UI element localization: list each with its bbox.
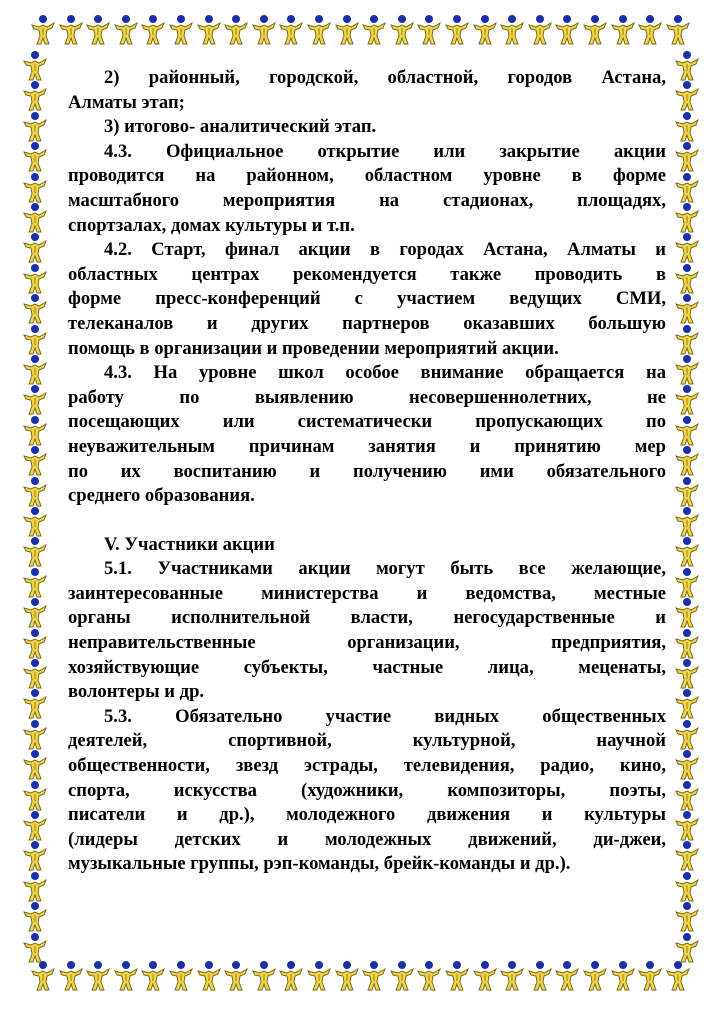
yellow-person-figure-icon — [22, 688, 48, 720]
yellow-person-figure-icon — [334, 960, 360, 992]
yellow-person-figure-icon — [22, 719, 48, 751]
yellow-person-figure-icon — [22, 445, 48, 477]
yellow-person-figure-icon — [674, 324, 700, 356]
yellow-person-figure-icon — [22, 50, 48, 82]
yellow-person-figure-icon — [278, 14, 304, 46]
yellow-person-figure-icon — [416, 14, 442, 46]
yellow-person-figure-icon — [582, 14, 608, 46]
text-line: 4.3. Официальное открытие или закрытие акции — [104, 140, 666, 162]
yellow-person-figure-icon — [472, 14, 498, 46]
yellow-person-figure-icon — [499, 960, 525, 992]
text-line: по их воспитанию и получению ими обязательного — [68, 460, 666, 482]
yellow-person-figure-icon — [22, 749, 48, 781]
yellow-person-figure-icon — [361, 960, 387, 992]
text-line: писатели и др.), молодежного движения и культуры — [68, 804, 666, 826]
text-line: форме пресс-конференций с участием ведущих СМИ, — [68, 288, 666, 310]
text-line: заинтересованные министерства и ведомства, местные — [68, 582, 666, 604]
text-line: 3) итогово- аналитический этап. — [104, 116, 377, 138]
yellow-person-figure-icon — [85, 14, 111, 46]
yellow-person-figure-icon — [278, 960, 304, 992]
yellow-person-figure-icon — [334, 14, 360, 46]
yellow-person-figure-icon — [22, 567, 48, 599]
yellow-person-figure-icon — [22, 415, 48, 447]
yellow-person-figure-icon — [22, 80, 48, 112]
yellow-person-figure-icon — [22, 780, 48, 812]
yellow-person-figure-icon — [674, 932, 700, 964]
yellow-person-figure-icon — [674, 810, 700, 842]
yellow-person-figure-icon — [674, 445, 700, 477]
yellow-person-figure-icon — [196, 14, 222, 46]
text-line: неуважительным причинам занятия и принятию мер — [68, 435, 666, 457]
yellow-person-figure-icon — [674, 719, 700, 751]
yellow-person-figure-icon — [22, 202, 48, 234]
text-line: 5.1. Участниками акции могут быть все желающие, — [104, 558, 666, 580]
yellow-person-figure-icon — [389, 14, 415, 46]
yellow-person-figure-icon — [22, 232, 48, 264]
yellow-person-figure-icon — [610, 14, 636, 46]
decorative-border-top — [0, 14, 724, 48]
yellow-person-figure-icon — [554, 960, 580, 992]
yellow-person-figure-icon — [674, 688, 700, 720]
yellow-person-figure-icon — [223, 14, 249, 46]
yellow-person-figure-icon — [168, 14, 194, 46]
text-line: музыкальные группы, рэп-команды, брейк-команды и др.). — [68, 853, 571, 875]
yellow-person-figure-icon — [22, 871, 48, 903]
yellow-person-figure-icon — [444, 14, 470, 46]
yellow-person-figure-icon — [674, 415, 700, 447]
text-line: хозяйствующие субъекты, частные лица, меценаты, — [68, 656, 666, 678]
yellow-person-figure-icon — [554, 14, 580, 46]
yellow-person-figure-icon — [674, 111, 700, 143]
yellow-person-figure-icon — [22, 536, 48, 568]
yellow-person-figure-icon — [499, 14, 525, 46]
yellow-person-figure-icon — [251, 960, 277, 992]
text-line: областных центрах рекомендуется также проводить в — [68, 263, 666, 285]
document-page — [68, 66, 666, 946]
yellow-person-figure-icon — [140, 14, 166, 46]
yellow-person-figure-icon — [674, 293, 700, 325]
text-line: телеканалов и других партнеров оказавших большую — [68, 312, 666, 334]
yellow-person-figure-icon — [674, 263, 700, 295]
yellow-person-figure-icon — [306, 14, 332, 46]
text-line: Алматы этап; — [68, 91, 185, 113]
text-line: помощь в организации и проведении мероприятий акции. — [68, 337, 559, 359]
text-line: 2) районный, городской, областной, городов Астана, — [104, 67, 666, 88]
yellow-person-figure-icon — [22, 141, 48, 173]
yellow-person-figure-icon — [196, 960, 222, 992]
yellow-person-figure-icon — [674, 141, 700, 173]
yellow-person-figure-icon — [22, 840, 48, 872]
yellow-person-figure-icon — [674, 536, 700, 568]
decorative-border-right — [670, 0, 704, 1024]
yellow-person-figure-icon — [674, 597, 700, 629]
decorative-border-bottom — [0, 960, 724, 994]
text-line: органы исполнительной власти, негосударственные и — [68, 607, 666, 629]
paragraph-gap — [68, 509, 666, 533]
yellow-person-figure-icon — [674, 476, 700, 508]
yellow-person-figure-icon — [637, 14, 663, 46]
text-line: 4.3. На уровне школ особое внимание обращается на — [104, 362, 666, 384]
yellow-person-figure-icon — [22, 901, 48, 933]
text-line: 5.3. Обязательно участие видных общественных — [104, 705, 666, 727]
text-line: среднего образования. — [68, 485, 255, 507]
yellow-person-figure-icon — [22, 932, 48, 964]
yellow-person-figure-icon — [610, 960, 636, 992]
yellow-person-figure-icon — [22, 324, 48, 356]
yellow-person-figure-icon — [674, 50, 700, 82]
yellow-person-figure-icon — [674, 232, 700, 264]
yellow-person-figure-icon — [22, 111, 48, 143]
yellow-person-figure-icon — [674, 202, 700, 234]
text-line: посещающих или систематически пропускающих по — [68, 411, 666, 433]
yellow-person-figure-icon — [251, 14, 277, 46]
yellow-person-figure-icon — [140, 960, 166, 992]
yellow-person-figure-icon — [674, 506, 700, 538]
yellow-person-figure-icon — [22, 506, 48, 538]
section-heading: V. Участники акции — [104, 533, 275, 555]
yellow-person-figure-icon — [674, 567, 700, 599]
yellow-person-figure-icon — [22, 354, 48, 386]
yellow-person-figure-icon — [361, 14, 387, 46]
text-line: масштабного мероприятия на стадионах, площадях, — [68, 189, 666, 211]
yellow-person-figure-icon — [22, 597, 48, 629]
yellow-person-figure-icon — [637, 960, 663, 992]
yellow-person-figure-icon — [674, 384, 700, 416]
yellow-person-figure-icon — [416, 960, 442, 992]
yellow-person-figure-icon — [527, 14, 553, 46]
yellow-person-figure-icon — [389, 960, 415, 992]
yellow-person-figure-icon — [85, 960, 111, 992]
text-line: (лидеры детских и молодежных движений, ди-джеи, — [68, 828, 666, 850]
yellow-person-figure-icon — [527, 960, 553, 992]
yellow-person-figure-icon — [22, 263, 48, 295]
yellow-person-figure-icon — [22, 293, 48, 325]
text-line: спорта, искусства (художники, композиторы, поэты, — [68, 779, 666, 801]
yellow-person-figure-icon — [22, 658, 48, 690]
yellow-person-figure-icon — [22, 172, 48, 204]
text-line: спортзалах, домах культуры и т.п. — [68, 214, 355, 236]
text-line: 4.2. Старт, финал акции в городах Астана, Алматы и — [104, 239, 666, 261]
yellow-person-figure-icon — [58, 14, 84, 46]
yellow-person-figure-icon — [674, 354, 700, 386]
decorative-border-left — [18, 0, 52, 1024]
yellow-person-figure-icon — [168, 960, 194, 992]
yellow-person-figure-icon — [674, 172, 700, 204]
yellow-person-figure-icon — [306, 960, 332, 992]
yellow-person-figure-icon — [58, 960, 84, 992]
yellow-person-figure-icon — [22, 476, 48, 508]
yellow-person-figure-icon — [113, 14, 139, 46]
yellow-person-figure-icon — [674, 840, 700, 872]
yellow-person-figure-icon — [22, 384, 48, 416]
text-line: деятелей, спортивной, культурной, научной — [68, 730, 666, 752]
yellow-person-figure-icon — [444, 960, 470, 992]
yellow-person-figure-icon — [582, 960, 608, 992]
yellow-person-figure-icon — [22, 628, 48, 660]
yellow-person-figure-icon — [113, 960, 139, 992]
yellow-person-figure-icon — [472, 960, 498, 992]
yellow-person-figure-icon — [674, 871, 700, 903]
text-line: неправительственные организации, предприятия, — [68, 632, 666, 654]
yellow-person-figure-icon — [674, 901, 700, 933]
text-line: волонтеры и др. — [68, 681, 205, 703]
text-line: работу по выявлению несовершеннолетних, не — [68, 386, 666, 408]
yellow-person-figure-icon — [674, 749, 700, 781]
yellow-person-figure-icon — [674, 780, 700, 812]
yellow-person-figure-icon — [674, 80, 700, 112]
yellow-person-figure-icon — [22, 810, 48, 842]
text-line: общественности, звезд эстрады, телевидения, радио, кино, — [68, 755, 666, 777]
yellow-person-figure-icon — [674, 658, 700, 690]
yellow-person-figure-icon — [674, 628, 700, 660]
yellow-person-figure-icon — [223, 960, 249, 992]
text-line: проводится на районном, областном уровне в форме — [68, 165, 666, 187]
